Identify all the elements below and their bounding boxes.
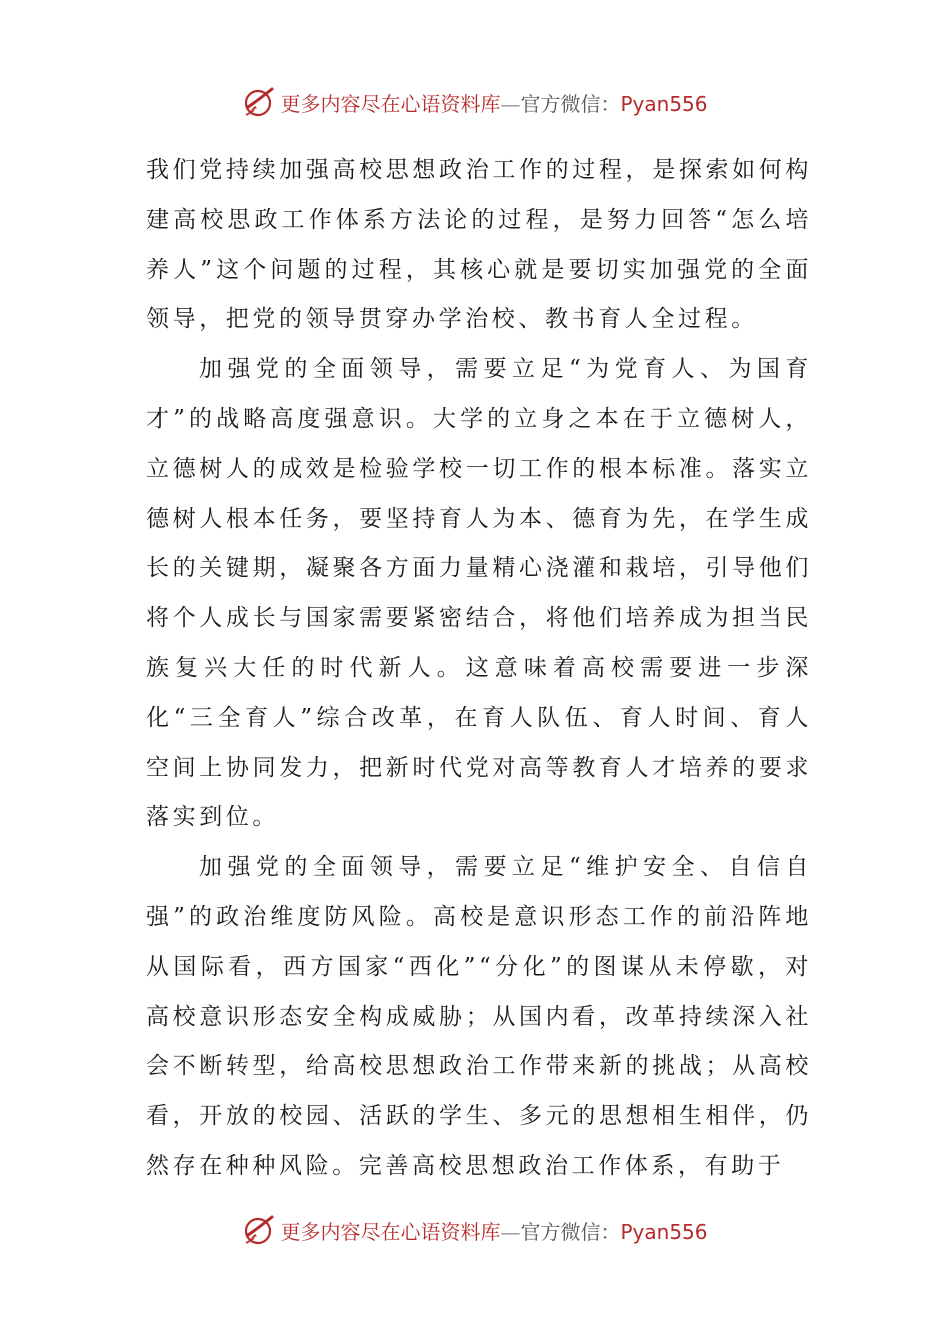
banner-main-text: 更多内容尽在心语资料库 bbox=[280, 1219, 501, 1244]
footer-banner bbox=[0, 1210, 950, 1250]
banner-main-text: 更多内容尽在心语资料库 bbox=[280, 91, 501, 116]
banner-wechat-id: Pyan556 bbox=[620, 1219, 708, 1244]
document-body bbox=[146, 146, 812, 1192]
banner-dash: — bbox=[500, 91, 521, 116]
pen-logo-icon bbox=[242, 1213, 276, 1247]
paragraph-3: 加强党的全面领导，需要立足“维护安全、自信自强”的政治维度防风险。高校是意识形态工作的前沿阵地从国际看，西方国家“西化”“分化”的图谋从未停歇，对高校意识形态安全构成威胁；从国内看，改革持续深入社会不断转型，给高校思想政治工作带来新的挑战；从高校看，开放的校园、活跃的学生、多元的思想相生相伴，仍然存在种种风险。完善高校思想政治工作体系，有助于 bbox=[146, 854, 812, 1179]
paragraph-1: 我们党持续加强高校思想政治工作的过程，是探索如何构建高校思政工作体系方法论的过程，是努力回答“怎么培养人”这个问题的过程，其核心就是要切实加强党的全面领导，把党的领导贯穿办学治校、教书育人全过程。 bbox=[146, 157, 812, 333]
banner-official-label: 官方微信： bbox=[520, 1219, 621, 1244]
header-banner bbox=[0, 82, 950, 122]
banner-official-label: 官方微信： bbox=[520, 91, 621, 116]
paragraph-2: 加强党的全面领导，需要立足“为党育人、为国育才”的战略高度强意识。大学的立身之本在于立德树人，立德树人的成效是检验学校一切工作的根本标准。落实立德树人根本任务，要坚持育人为本、德育为先，在学生成长的关键期，凝聚各方面力量精心浇灌和栽培，引导他们将个人成长与国家需要紧密结合，将他们培养成为担当民族复兴大任的时代新人。这意味着高校需要进一步深化“三全育人”综合改革，在育人队伍、育人时间、育人空间上协同发力，把新时代党对高等教育人才培养的要求落实到位。 bbox=[146, 356, 812, 831]
banner-text bbox=[280, 1216, 707, 1245]
banner-text bbox=[280, 88, 707, 117]
banner-wechat-id: Pyan556 bbox=[620, 91, 708, 116]
banner-dash: — bbox=[500, 1219, 521, 1244]
pen-logo-icon bbox=[242, 85, 276, 119]
